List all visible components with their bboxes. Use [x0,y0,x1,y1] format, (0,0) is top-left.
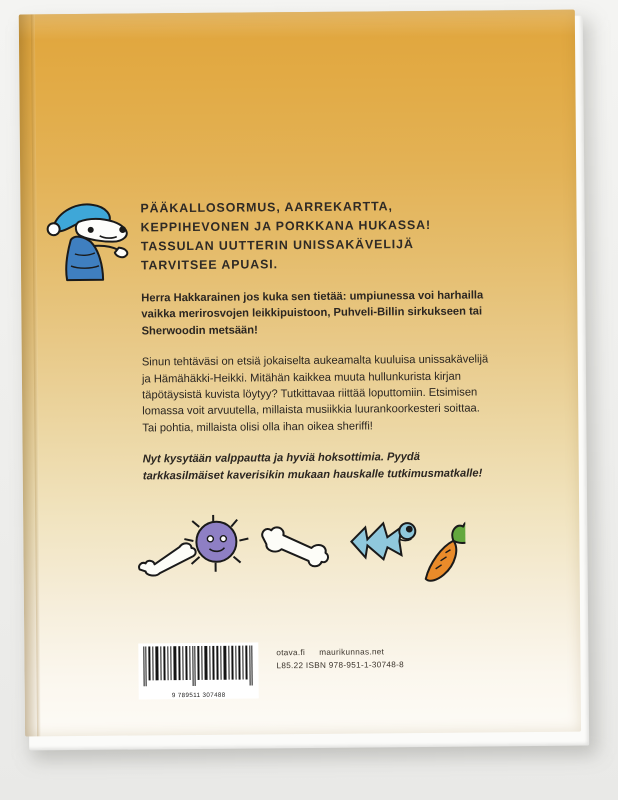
author-url: maurikunnas.net [319,647,385,657]
carrot-icon [425,521,466,580]
headline-line-3: TASSULAN UUTTERIN UNISSAKÄVELIJÄ [140,237,414,254]
bone-arm-icon [139,543,196,575]
headline-line-1: PÄÄKALLOSORMUS, AARREKARTTA, [140,199,393,216]
cover-top-highlight [19,10,575,41]
headline-line-2: KEPPIHEVONEN JA PORKKANA HUKASSA! [140,217,432,235]
doodle-row [135,513,466,588]
barcode-digits: 9 789511 307488 [171,691,226,700]
publisher-url: otava.fi [276,648,306,658]
spiky-ball-icon [184,515,248,573]
headline-line-4: TARVITSEE APUASI. [140,257,278,273]
fish-skeleton-icon [351,523,415,560]
blurb-paragraph-1: Herra Hakkarainen jos kuka sen tietää: umpiunessa voi harhailla vaikka merirosvojen leikkipuistoon, Puhveli-Billin sirkukseen tai Sherwoodin metsään! [141,289,484,338]
bone-icon [262,527,328,567]
blurb-paragraph-3: Nyt kysytään valppautta ja hyviä hoksottimia. Pyydä tarkkasilmäiset kaverisikin mukaan hauskalle tutkimusmatkalle! [142,451,483,483]
imprint-block [276,646,486,670]
blurb-paragraph-2: Sinun tehtäväsi on etsiä jokaiselta aukeamalta kuuluisa unissakävelijä ja Hämähäkki-Heikki. Mitähän kaikkea muuta hullunkurista kirjan täpötäysistä kuvista löytyy? Tutkittavaa riittää loputtomiin. Etsimisen lomassa voit arvuutella, millaista musiikkia luurankoorkesteri soittaa. Tai pohtia, millaista olisi olla ihan oikea sheriffi! [141,353,489,435]
barcode [138,642,258,699]
book-back-cover [19,10,581,737]
price-code: L85.22 [276,661,304,671]
book-object [19,10,591,755]
sleepwalking-dog-character-icon [44,195,137,282]
isbn-label: ISBN [305,660,327,671]
isbn-number: 978-951-1-30748-8 [328,660,405,670]
back-cover-text-block [140,196,494,484]
